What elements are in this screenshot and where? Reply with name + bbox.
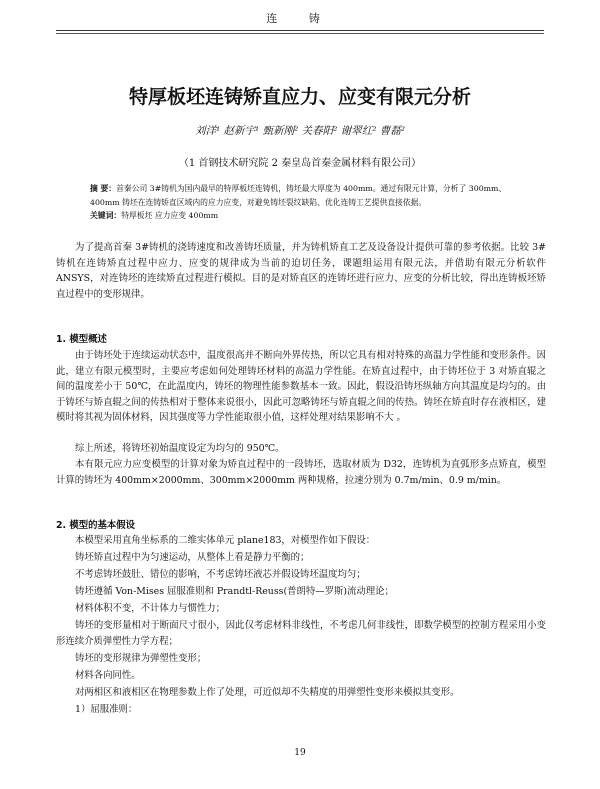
- assumption-line: 铸坯矫直过程中为匀速运动，从整体上看是静力平衡的；: [75, 552, 310, 563]
- abstract: [90, 182, 510, 210]
- section-1-para-3: 本有限元应力应变模型的计算对象为矫直过程中的一段铸坯，选取材质为 D32，连铸机为直弧形多点矫直，模型计算的铸坯为 400mm×2000mm、300mm×2000mm 两种规格，拉速分别为 0.7m/min、0.9 m/min。: [56, 459, 546, 486]
- keywords: [90, 210, 510, 221]
- author-list: 刘洋¹ 赵新宇¹ 甄新刚² 关春阳² 谢翠红² 曹磊²: [195, 125, 405, 137]
- assumption-line: 不考虑铸坯鼓肚、错位的影响，不考虑铸坯液芯并假设铸坯温度均匀；: [75, 569, 366, 580]
- assumption-line: 铸坯的变形量相对于断面尺寸很小，因此仅考虑材料非线性，不考虑几何非线性，即数学模型的控制方程采用小变形连续介质弹塑性力学方程；: [56, 620, 546, 647]
- assumption-line: 铸坯的变形规律为弹塑性变形；: [75, 653, 207, 664]
- assumption-line: 铸坯遵循 Von-Mises 屈服准则和 Prandtl-Reuss(普朗特—罗斯)流动理论；: [75, 586, 394, 597]
- page-number: 19: [294, 748, 306, 758]
- header-rule-thin: [56, 33, 544, 34]
- intro-paragraph: 为了提高首秦 3#铸机的浇铸速度和改善铸坯质量，并为铸机矫直工艺及设备设计提供可靠的参考依据。比较 3#铸机在连铸矫直过程中应力、应变的规律成为当前的迫切任务，课题组运用有限元法，并借助有限元分析软件 ANSYS，对连铸坯的连续矫直过程进行模拟。目的是对矫直区的连铸坯进行应力、应变的分析比较，得出连铸板坯矫直过程中的变形规律。: [56, 242, 546, 300]
- section-2-heading: 2. 模型的基本假设: [56, 520, 135, 531]
- assumption-line: 1）屈服准则：: [75, 704, 138, 715]
- assumption-line: 材料各向同性。: [75, 670, 141, 681]
- abstract-label: 摘 要：: [90, 184, 117, 193]
- assumption-line: 材料体积不变，不计体力与惯性力；: [75, 603, 226, 614]
- affiliation: （1 首钢技术研究院 2 秦皇岛首秦金属材料有限公司）: [178, 158, 422, 169]
- assumption-line: 本模型采用直角坐标系的二维实体单元 plane183，对模型作如下假设：: [75, 535, 376, 546]
- header-rule-thick: [56, 30, 544, 31]
- section-1-heading: 1. 模型概述: [56, 334, 107, 345]
- running-header: 连 铸: [266, 12, 334, 25]
- paper-title: 特厚板坯连铸矫直应力、应变有限元分析: [128, 86, 471, 108]
- keywords-label: 关键词：: [90, 211, 122, 220]
- keywords-text: 特厚板坯 应力应变 400mm: [121, 211, 219, 220]
- section-1-para-2: 综上所述，将铸坯初始温度设定为均匀的 950℃。: [75, 443, 285, 454]
- section-1-para-1: 由于铸坯处于连续运动状态中，温度很高并不断向外界传热，所以它具有相对特殊的高温力学性能和变形条件。因此，建立有限元模型时，主要应考虑如何处理铸坯材料的高温力学性能。在矫直过程中，由于铸坯位于 3 对矫直辊之间的温度差小于 50℃，在此温度内，铸坯的物理性能参数基本一致。因此，假设沿铸坯纵轴方向其温度是均匀的。由于铸坯与矫直辊之间的传热相对于整体来说很小，因此可忽略铸坯与矫直辊之间的传热。铸坯在矫直时存在液相区，建模时将其视为固体材料，因其强度等力学性能取很小值，这样处理对结果影响不大 。: [56, 350, 546, 424]
- abstract-text: 首秦公司 3#铸机为国内最早的特厚板坯连铸机，铸坯最大厚度为 400mm。通过有限元计算，分析了 300mm、400mm 铸坯在连铸矫直区域内的应力应变，对避免铸坯裂纹缺陷、优化连铸工艺提供直接依据。: [90, 184, 507, 207]
- assumption-line: 对两相区和液相区在物理参数上作了处理，可近似却不失精度的用弹塑性变形来模拟其变形。: [75, 687, 460, 698]
